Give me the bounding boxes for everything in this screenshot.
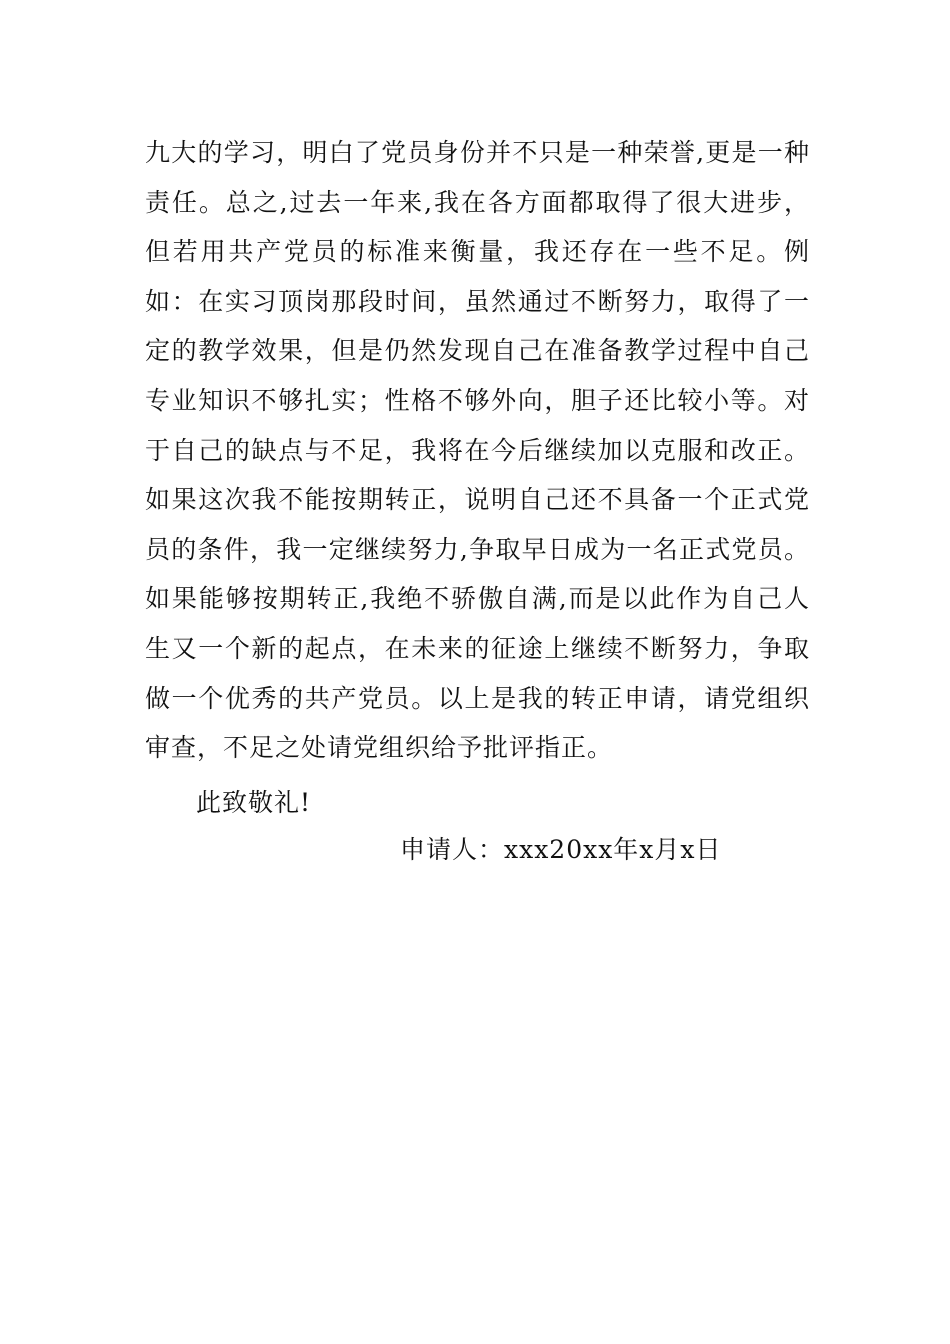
body-line: 做一个优秀的共产党员。以上是我的转正申请，请党组织: [145, 683, 810, 713]
signature-line: 申请人：xxx20xx年x月x日: [400, 835, 722, 864]
body-line: 责任。总之,过去一年来,我在各方面都取得了很大进步，: [145, 187, 810, 217]
body-line: 但若用共产党员的标准来衡量，我还存在一些不足。例: [145, 237, 810, 267]
body-text: [145, 128, 810, 773]
body-line: 审查，不足之处请党组织给予批评指正。: [145, 733, 614, 763]
body-line: 于自己的缺点与不足，我将在今后继续加以克服和改正。: [145, 435, 810, 465]
body-line: 九大的学习，明白了党员身份并不只是一种荣誉,更是一种: [145, 138, 810, 167]
body-line: 员的条件，我一定继续努力,争取早日成为一名正式党员。: [145, 534, 810, 564]
body-line: 定的教学效果，但是仍然发现自己在准备教学过程中自己: [145, 336, 810, 366]
body-line: 如果能够按期转正,我绝不骄傲自满,而是以此作为自己人: [145, 584, 810, 614]
body-line: 如果这次我不能按期转正，说明自己还不具备一个正式党: [145, 485, 810, 515]
closing-salutation: 此致敬礼!: [196, 788, 312, 817]
body-line: 生又一个新的起点，在未来的征途上继续不断努力，争取: [145, 633, 810, 663]
body-line: 专业知识不够扎实；性格不够外向，胆子还比较小等。对: [145, 385, 810, 415]
body-line: 如：在实习顶岗那段时间，虽然通过不断努力，取得了一: [145, 286, 810, 316]
